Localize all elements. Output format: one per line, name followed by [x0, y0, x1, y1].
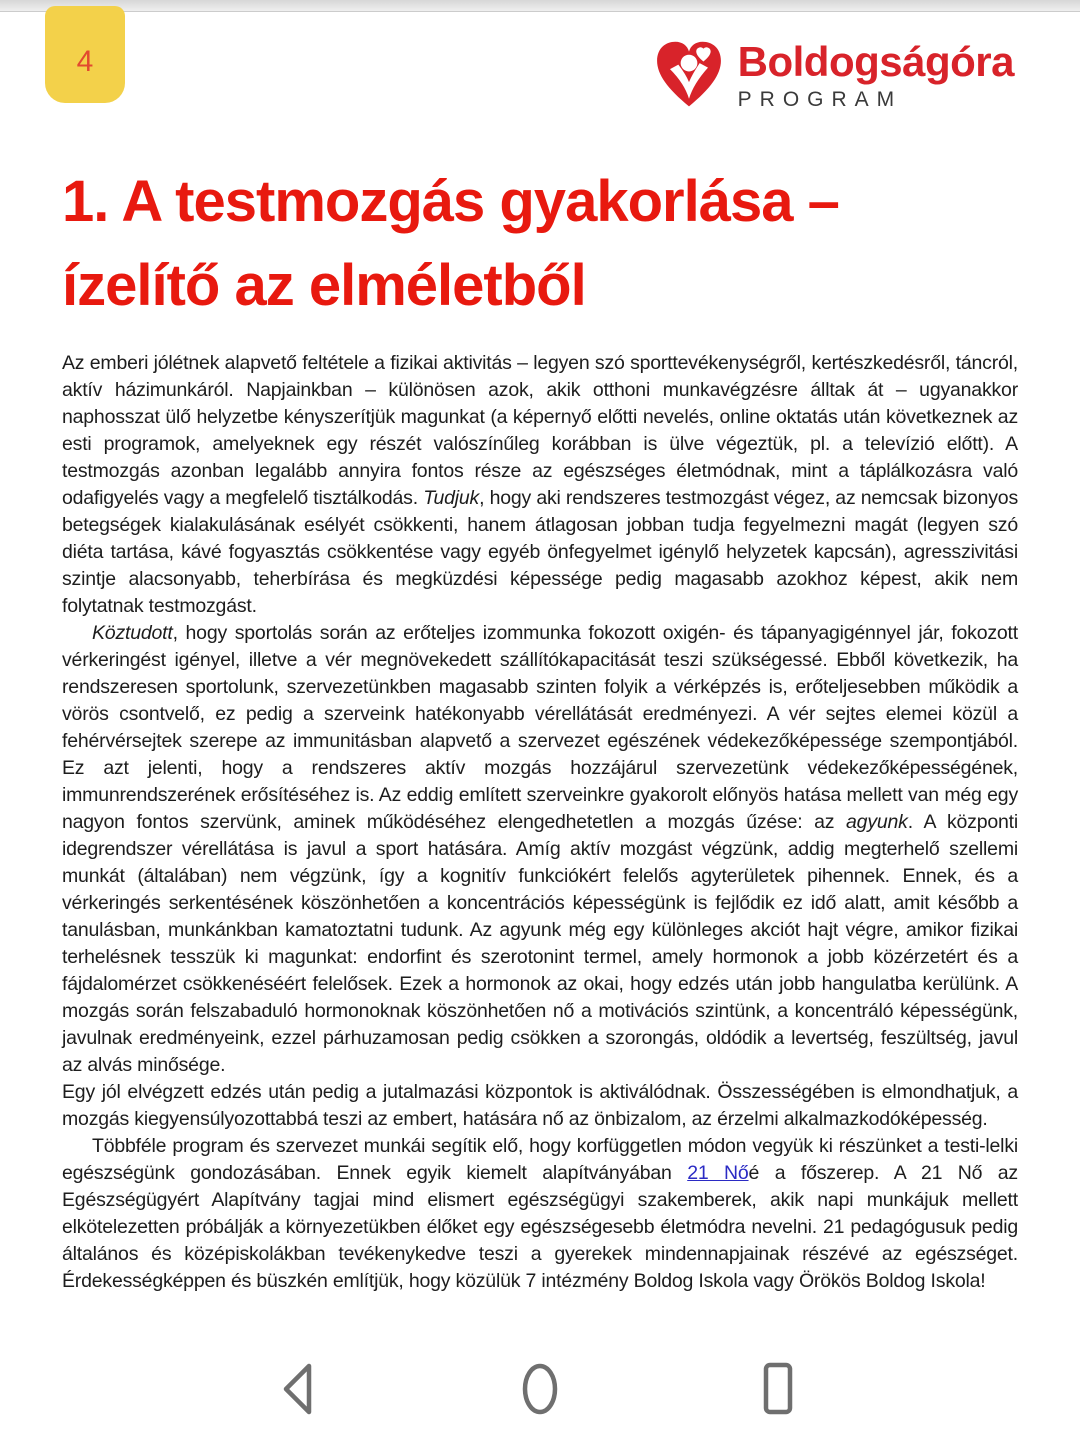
text-run: , hogy aki rendszeres testmozgást végez, az nemcsak bizonyos betegségek kialakulásának esélyét csökkenti, hanem átlagosan jobban tudja fegyelmezni magát (legyen szó diéta tartása, kávé fogyasztás csökkentése vagy egyéb önfegyelmet igénylő helyzetek kapcsán), agresszivitási szintje alacsonyabb, teherbírása és megküzdési képessége pedig magasabb azokhoz képest, akik nem folytatnak testmozgást. — [62, 487, 1018, 617]
chapter-title — [62, 160, 1042, 328]
link-21-no[interactable]: 21 Nő — [687, 1162, 749, 1184]
text-run: . A központi idegrendszer vérellátása is javul a sport hatására. Amíg aktív mozgást végzünk, addig megterhelő szellemi munkát (általában) nem végzünk, így a kognitív funkciókért felelős agyterületek pihennek. Ennek, és a vérkeringés serkentésének köszönhetően a koncentrációs képességünk is fejlődik ez idő alatt, amit később a tanulásban, munkánkban kamatoztatni tudunk. Az agyunk még egy különleges akciót hajt végre, amikor fizikai terhelésnek tesszük ki magunkat: endorfint és szerotonint termel, amely hormonok a jobb közérzetért és a fájdalomérzet csökkenéséért felelősek. Ezek a hormonok az okai, hogy edzés után jobb hangulatba kerülünk. A mozgás során felszabaduló hormonoknak köszönhetően nő a motivációs szintünk, a koncentráló képességünk, javulnak eredményeink, ezzel párhuzamosan pedig csökken a szorongás, oldódik a levertség, feszültség, javul az alvás minősége. — [62, 811, 1018, 1076]
text-run: , hogy sportolás során az erőteljes izommunka fokozott oxigén- és tápanyagigénnyel jár, fokozott vérkeringést igényel, illetve a vér megnövekedett szállítókapacitását teszi szükségessé. Ebből következik, ha rendszeresen sportolunk, szervezetünkben magasabb szinten folyik a vérképzés is, erőteljesebben működik a vörös csontvelő, ez pedig a szerveink hatékonyabb vérellátását eredményezi. A vér sejtes elemei közül a fehérvérsejtek szerepe az immunitásban alapvető a szervezet egészének védekezőképessége szempontjából. Ez azt jelenti, hogy a rendszeres aktív mozgás hozzájárul szervezetünk védekezőképességének, immunrendszerének erősítéséhez is. Az eddig említett szerveinkre gyakorolt előnyös hatása mellett van még egy nagyon fontos szervünk, aminek működéséhez elengedhetetlen a mozgás űzése: az — [62, 622, 1018, 833]
logo-wordmark — [737, 37, 1014, 112]
home-button[interactable] — [495, 1344, 585, 1434]
chapter-title-line-2: ízelítő az elméletből — [62, 253, 586, 318]
logo-subtitle-text: PROGRAM — [737, 88, 903, 112]
text-run: é a főszerep. A 21 Nő az Egészségügyért Alapítvány tagjai mind elismert egészségügyi szakemberek, akik napi munkájuk mellett elkötelezetten próbálják a környezetükben élőket egy egészségesebb életmódra nevelni. 21 pedagógusuk pedig általános és középiskolákban tevékenykedve teszi a gyerekek mindennapjainak részévé az egészséget. Érdekességképpen és büszkén említjük, hogy közülük 7 intézmény Boldog Iskola vagy Örökös Boldog Iskola! — [62, 1162, 1018, 1292]
document-body — [62, 350, 1018, 1295]
recents-button[interactable] — [733, 1344, 823, 1434]
back-triangle-icon — [279, 1361, 315, 1417]
body-paragraph — [62, 620, 1018, 1079]
page-number-badge — [45, 6, 125, 103]
italic-text-run: Köztudott — [92, 622, 173, 644]
android-navigation-bar — [0, 1330, 1080, 1448]
italic-text-run: Tudjuk — [423, 487, 480, 509]
body-paragraph — [62, 1133, 1018, 1295]
text-run: Az emberi jólétnek alapvető feltétele a fizikai aktivitás – legyen szó sporttevékenységről, kertészkedésről, táncról, aktív házimunkáról. Napjainkban – különösen azok, akik otthoni munkavégzésre álltak át – ugyanakkor naphosszat ülő helyzetbe kényszerítjük magunkat (a képernyő előtti nevelés, online oktatás után következnek az esti programok, amelyeknek egy részét valószínűleg korábban is ülve végeztük, pl. a televízió előtt). A testmozgás azonban legalább annyira fontos része az egészséges életmódnak, mint a táplálkozásra való odafigyelés vagy a megfelelő tisztálkodás. — [62, 352, 1018, 509]
recents-square-icon — [760, 1360, 796, 1418]
viewer-top-edge — [0, 0, 1080, 12]
italic-text-run: agyunk — [846, 811, 908, 833]
page-number: 4 — [76, 45, 94, 78]
body-paragraph — [62, 350, 1018, 620]
back-button[interactable] — [252, 1344, 342, 1434]
boldogsagora-logo — [650, 38, 1014, 114]
chapter-title-line-1: 1. A testmozgás gyakorlása – — [62, 169, 839, 234]
heart-family-icon — [650, 38, 728, 114]
logo-brand-text: Boldogságóra — [737, 37, 1014, 85]
body-paragraph — [62, 1079, 1018, 1133]
text-run: Egy jól elvégzett edzés után pedig a jutalmazási központok is aktiválódnak. Összességében is elmondhatjuk, a mozgás kiegyensúlyozottabbá teszi az embert, hatására nő az önbizalom, az érzelmi alkalmazkodóképesség. — [62, 1081, 1018, 1130]
text-run: Többféle program és szervezet munkái segítik elő, hogy korfüggetlen módon vegyük ki részünket a testi-lelki egészségünk gondozásában. Ennek egyik kiemelt alapítványában — [62, 1135, 1018, 1184]
home-circle-icon — [519, 1360, 561, 1418]
